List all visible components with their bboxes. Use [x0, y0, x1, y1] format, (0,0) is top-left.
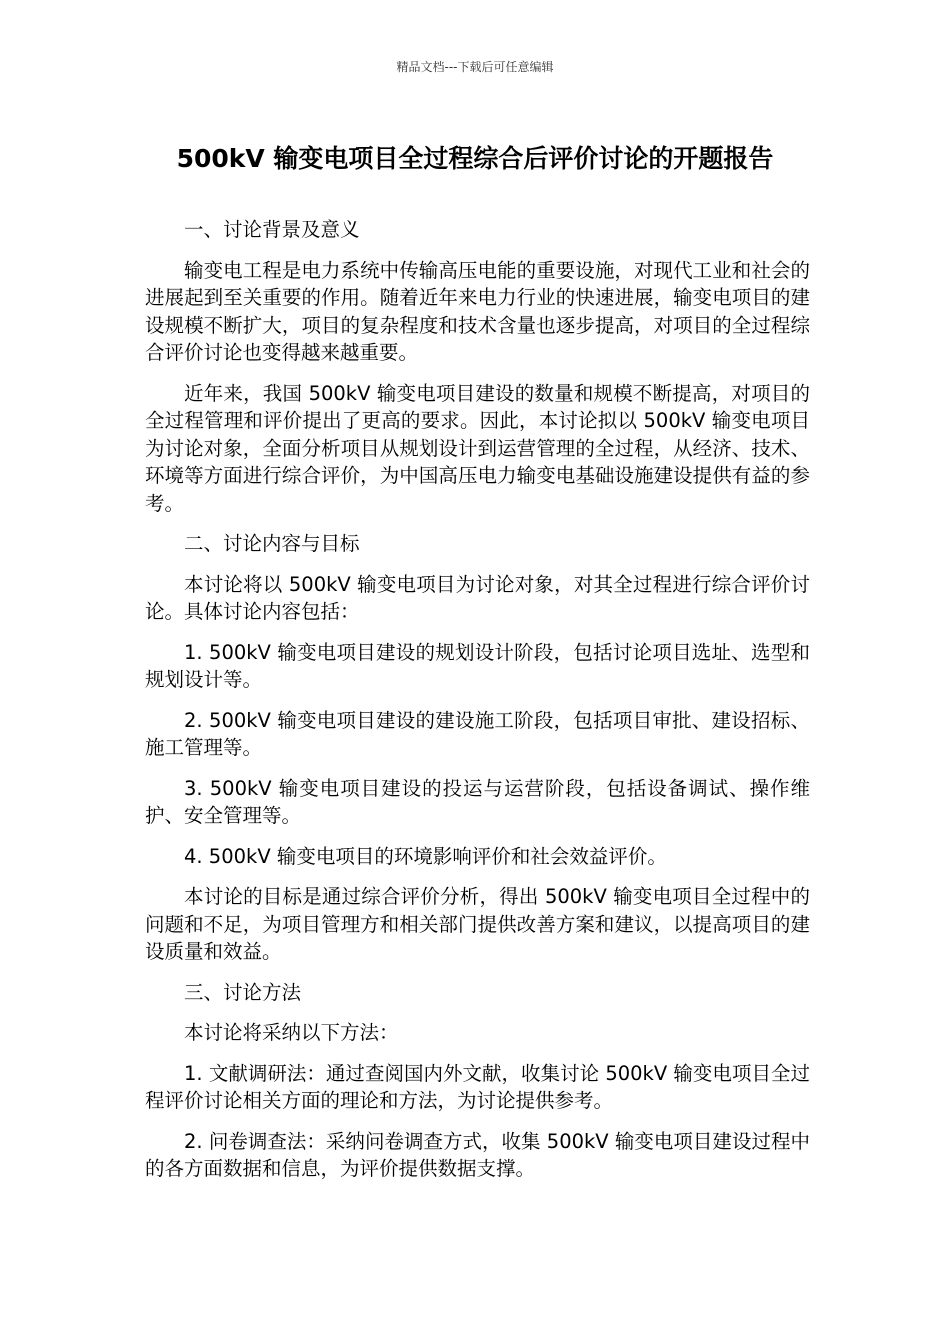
document-title: 500kV 输变电项目全过程综合后评价讨论的开题报告 — [176, 144, 774, 173]
list-item-content-4: 4. 500kV 输变电项目的环境影响评价和社会效益评价。 — [184, 844, 667, 868]
document-body — [145, 216, 810, 1196]
paragraph-methods-intro: 本讨论将采纳以下方法： — [184, 1021, 399, 1044]
section-heading-background: 一、讨论背景及意义 — [184, 218, 360, 241]
list-item-method-1: 1. 文献调研法：通过查阅国内外文献，收集讨论 500kV 输变电项目全过程评价讨论相关方面的理论和方法，为讨论提供参考。 — [145, 1061, 810, 1112]
section-heading-content: 二、讨论内容与目标 — [184, 532, 360, 555]
list-item-content-2: 2. 500kV 输变电项目建设的建设施工阶段，包括项目审批、建设招标、施工管理等。 — [145, 708, 810, 759]
paragraph-background-1: 输变电工程是电力系统中传输高压电能的重要设施，对现代工业和社会的进展起到至关重要的作用。随着近年来电力行业的快速进展，输变电项目的建设规模不断扩大，项目的复杂程度和技术含量也逐步提高，对项目的全过程综合评价讨论也变得越来越重要。 — [145, 258, 810, 364]
header-note: 精品文档---下载后可任意编辑 — [396, 60, 554, 74]
paragraph-content-intro: 本讨论将以 500kV 输变电项目为讨论对象，对其全过程进行综合评价讨论。具体讨论内容包括： — [145, 572, 810, 623]
section-heading-methods: 三、讨论方法 — [184, 980, 302, 1004]
paragraph-objective: 本讨论的目标是通过综合评价分析，得出 500kV 输变电项目全过程中的问题和不足，为项目管理方和相关部门提供改善方案和建议，以提高项目的建设质量和效益。 — [145, 885, 810, 963]
list-item-method-2: 2. 问卷调查法：采纳问卷调查方式，收集 500kV 输变电项目建设过程中的各方面数据和信息，为评价提供数据支撑。 — [145, 1129, 810, 1180]
paragraph-background-2: 近年来，我国 500kV 输变电项目建设的数量和规模不断提高，对项目的全过程管理和评价提出了更高的要求。因此，本讨论拟以 500kV 输变电项目为讨论对象，全面分析项目从规划设计到运营管理的全过程，从经济、技术、环境等方面进行综合评价，为中国高压电力输变电基础设施建设提供有益的参考。 — [145, 381, 810, 515]
list-item-content-1: 1. 500kV 输变电项目建设的规划设计阶段，包括讨论项目选址、选型和规划设计等。 — [145, 640, 810, 691]
list-item-content-3: 3. 500kV 输变电项目建设的投运与运营阶段，包括设备调试、操作维护、安全管理等。 — [145, 776, 810, 827]
